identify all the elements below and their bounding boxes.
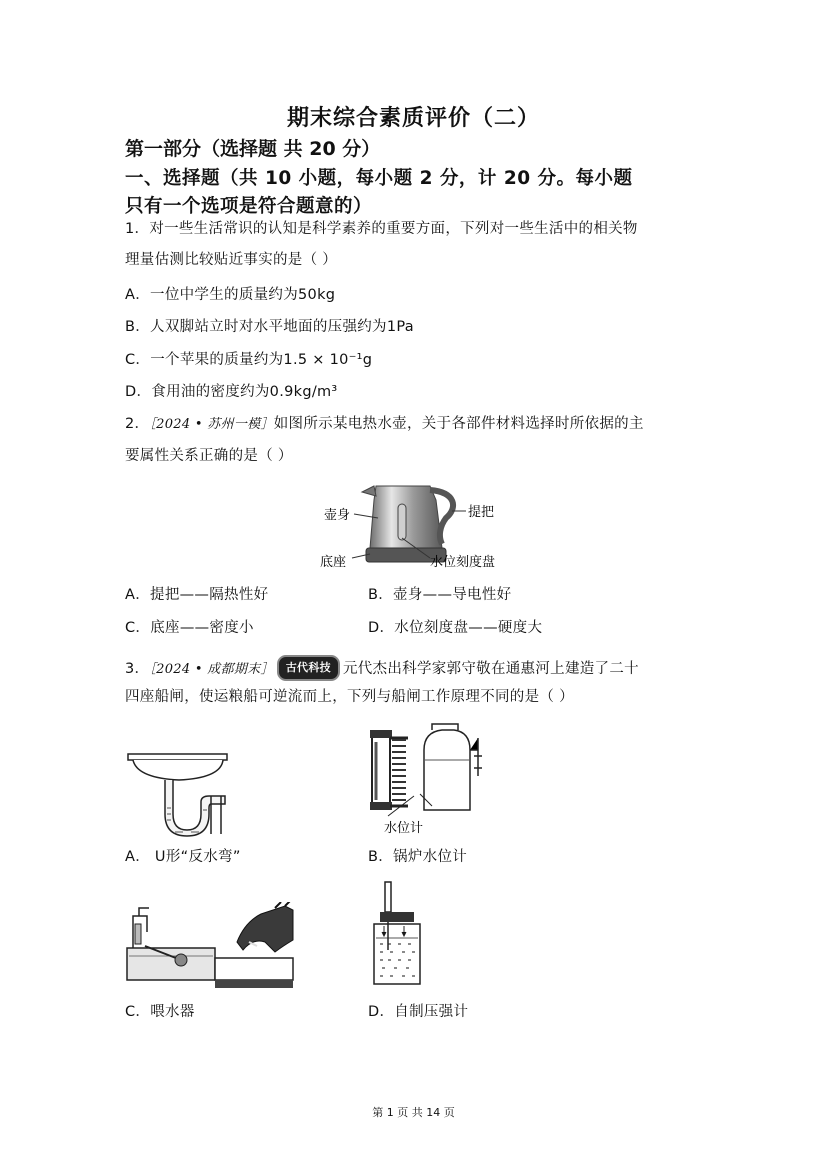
q1-option-c: C．一个苹果的质量约为1.5 × 10⁻¹g [125,352,373,368]
q1-stem-line2: 理量估测比较贴近事实的是（ ） [125,252,338,268]
kettle-water-gauge [398,504,406,540]
q3-badge: 古代科技 [277,655,340,681]
figure-d-homemade-barometer [368,880,428,992]
q2-stem-line1 [125,414,644,435]
q3-stem-line1 [125,655,639,681]
q1-option-a: A．一位中学生的质量约为50kg [125,287,336,303]
figure-c-water-feeder [125,902,300,992]
section-heading-line1: 一、选择题（共 10 小题，每小题 2 分，计 20 分。每小题 [125,168,633,189]
label-gauge: 水位刻度盘 [430,555,496,570]
q3-source: ［2024 • 成都期末］ [149,662,274,677]
q2-stem-text: 如图所示某电热水壶，关于各部件材料选择时所依据的主 [273,416,644,432]
part-heading: 第一部分（选择题 共 20 分） [125,138,381,160]
q2-source: ［2024 • 苏州一模］ [149,417,274,432]
q3-stem-text: 元代杰出科学家郭守敬在通惠河上建造了二十 [342,661,639,677]
q3-option-c: C．喂水器 [125,1004,195,1020]
q2-option-c: C．底座——密度小 [125,620,254,636]
q3-option-a: A． U形“反水弯” [125,849,241,865]
q3-option-b: B．锅炉水位计 [368,849,468,865]
label-base: 底座 [320,555,347,570]
figure-b-boiler-gauge [368,720,493,840]
figure-a-sink-trap [125,748,235,838]
label-handle: 提把 [468,505,495,520]
q1-stem-line1: 1．对一些生活常识的认知是科学素养的重要方面，下列对一些生活中的相关物 [125,221,638,237]
q3-stem-line2: 四座船闸，使运粮船可逆流而上，下列与船闸工作原理不同的是（ ） [125,689,574,705]
section-heading-line2: 只有一个选项是符合题意的） [125,196,373,217]
gauge-label: 水位计 [384,821,424,836]
q2-option-a: A．提把——隔热性好 [125,587,269,603]
q2-option-b: B．壶身——导电性好 [368,587,512,603]
label-body: 壶身 [324,508,351,523]
page-title: 期末综合素质评价（二） [286,106,540,131]
q1-option-b: B．人双脚站立时对水平地面的压强约为1Pa [125,319,414,335]
q3-number: 3． [125,661,150,677]
q2-option-d: D．水位刻度盘——硬度大 [368,620,543,636]
kettle-spout [362,486,376,496]
page-footer: 第 1 页 共 14 页 [372,1106,455,1119]
q3-option-d: D．自制压强计 [368,1004,469,1020]
q2-stem-line2: 要属性关系正确的是（ ） [125,448,293,464]
q1-option-d: D．食用油的密度约为0.9kg/m³ [125,384,338,400]
kettle-figure [318,478,518,573]
q2-number: 2． [125,416,150,432]
